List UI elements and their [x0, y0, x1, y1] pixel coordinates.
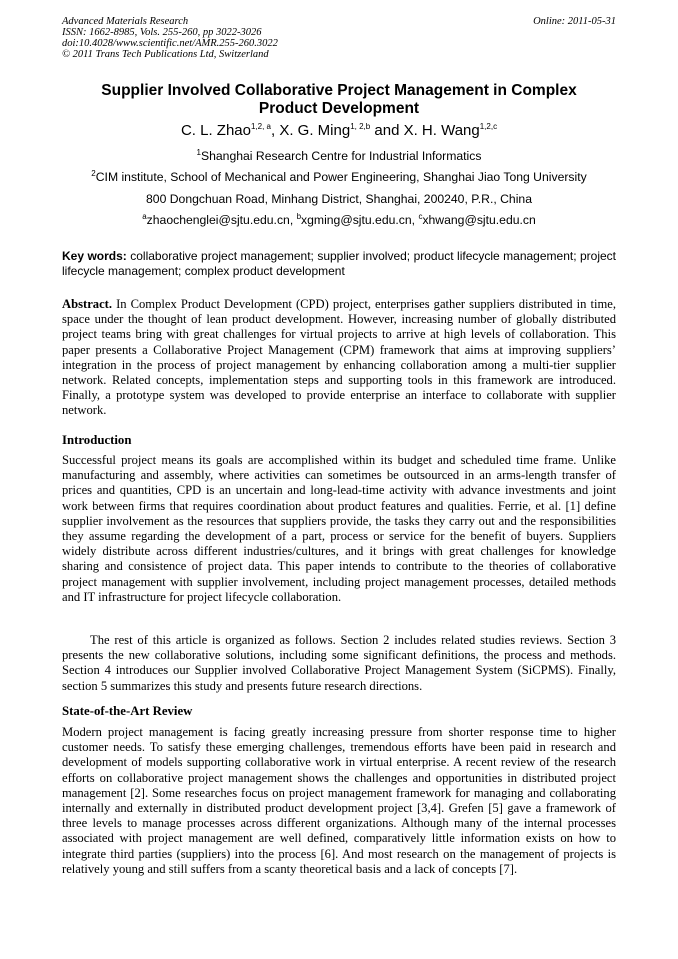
abstract-text: In Complex Product Development (CPD) project, enterprises gather suppliers distributed in time, space under the thought of lean product development. However, increasing number of globally distributed project teams bring with great challenges for virtual projects to arrive at high levels of collaboration. This paper presents a Collaborative Project Management (CPM) framework that aims at improving suppliers’ integration in the process of project management by enhancing collaboration among a multi-tier supplier network. Related concepts, implementation steps and supporting tools in this framework are introduced. Finally, a prototype system was developed to provide enterprise an interface to collaborate with supplier network. — [62, 297, 616, 418]
affiliation-1-sup: 1 — [196, 147, 201, 157]
keywords-text: collaborative project management; supplier involved; product lifecycle management; project lifecycle management; complex product development — [62, 249, 616, 278]
author-emails — [62, 213, 616, 227]
paper-title — [62, 82, 616, 118]
journal-name: Advanced Materials Research — [62, 16, 189, 27]
doi-line: doi:10.4028/www.scientific.net/AMR.255-260.3022 — [62, 38, 278, 49]
introduction-paragraph-2: The rest of this article is organized as follows. Section 2 includes related studies reviews. Section 3 presents the new collaborative solutions, including some significant definitions, the process and methods. Section 4 introduces our Supplier involved Collaborative Project Management System (SiCPMS). Finally, section 5 summarizes this study and presents future research directions. — [62, 633, 616, 693]
author-1-sup: 1,2, a — [250, 122, 271, 131]
review-paragraph-1: Modern project management is facing greatly increasing pressure from shorter response time to higher customer needs. To satisfy these emerging challenges, tremendous efforts have been paid in research and development of models supporting collaborative work in virtual enterprise. A recent review of the research efforts on collaborative project management shows the challenges and opportunities in distributed project management [2]. Some researches focus on project management framework for managing and collaborating internally and externally in distributed product development project [3,4]. Grefen [5] gave a framework of three levels to manage processes across different organizations. Although many of the internal processes associated with project management are well defined, comparatively little information exists on how to integrate third parties (suppliers) into the process [6]. And most research on the management of projects is relatively young and still suffers from a scanty theoretical basis and a lack of concepts [7]. — [62, 725, 616, 876]
keywords-label: Key words: — [62, 249, 127, 263]
title-line-2: Product Development — [258, 100, 420, 117]
email-b: xgming@sjtu.edu.cn, — [301, 213, 419, 227]
introduction-paragraph-1: Successful project means its goals are accomplished within its budget and scheduled time frame. Unlike manufacturing and assembly, where activities can sometimes be outsourced in an arms-length transfer of prices and quantities, CPD is an uncertain and long-lead-time activity with advance investments and joint work between firms that requires coordination about product features and qualities. Ferrie, et al. [1] define supplier involvement as the resources that suppliers provide, the tasks they carry out and the responsibilities they assume regarding the development of a part, process or service for the benefit of buyers. Suppliers widely distribute across different industries/cultures, and it brings with great challenges for knowledge sharing and consistence of project data. This paper intends to contribute to the theories of collaborative project management with supplier involvement, including project management processes, detailed methods and IT infrastructure for project lifecycle collaboration. — [62, 453, 616, 604]
copyright-line: © 2011 Trans Tech Publications Ltd, Switzerland — [62, 49, 269, 60]
introduction-heading: Introduction — [62, 433, 132, 447]
issn-line: ISSN: 1662-8985, Vols. 255-260, pp 3022-3026 — [62, 27, 262, 38]
affiliation-address: 800 Dongchuan Road, Minhang District, Shanghai, 200240, P.R., China — [146, 192, 532, 206]
author-3: and X. H. Wang — [370, 122, 480, 139]
online-date: Online: 2011-05-31 — [533, 16, 616, 27]
email-c-sup: c — [418, 211, 423, 221]
affiliation-2-text: CIM institute, School of Mechanical and Power Engineering, Shanghai Jiao Tong University — [95, 170, 587, 184]
review-heading: State-of-the-Art Review — [62, 704, 193, 718]
journal-header — [62, 16, 616, 60]
author-1: C. L. Zhao — [180, 122, 251, 139]
email-c: xhwang@sjtu.edu.cn — [422, 213, 536, 227]
abstract-label: Abstract. — [62, 297, 113, 311]
author-line — [62, 122, 616, 140]
affiliation-1-text: Shanghai Research Centre for Industrial Informatics — [201, 149, 482, 163]
abstract — [62, 297, 616, 419]
affiliation-2 — [62, 170, 616, 184]
email-a-sup: a — [142, 211, 147, 221]
email-b-sup: b — [296, 211, 302, 221]
author-2-sup: 1, 2,b — [350, 122, 371, 131]
affiliation-2-sup: 2 — [91, 168, 96, 178]
affiliation-1 — [62, 149, 616, 163]
title-line-1: Supplier Involved Collaborative Project Management in Complex — [101, 82, 577, 99]
email-a: zhaochenglei@sjtu.edu.cn, — [146, 213, 297, 227]
author-3-sup: 1,2,c — [479, 122, 498, 131]
keywords — [62, 249, 616, 278]
author-2: , X. G. Ming — [271, 122, 351, 139]
